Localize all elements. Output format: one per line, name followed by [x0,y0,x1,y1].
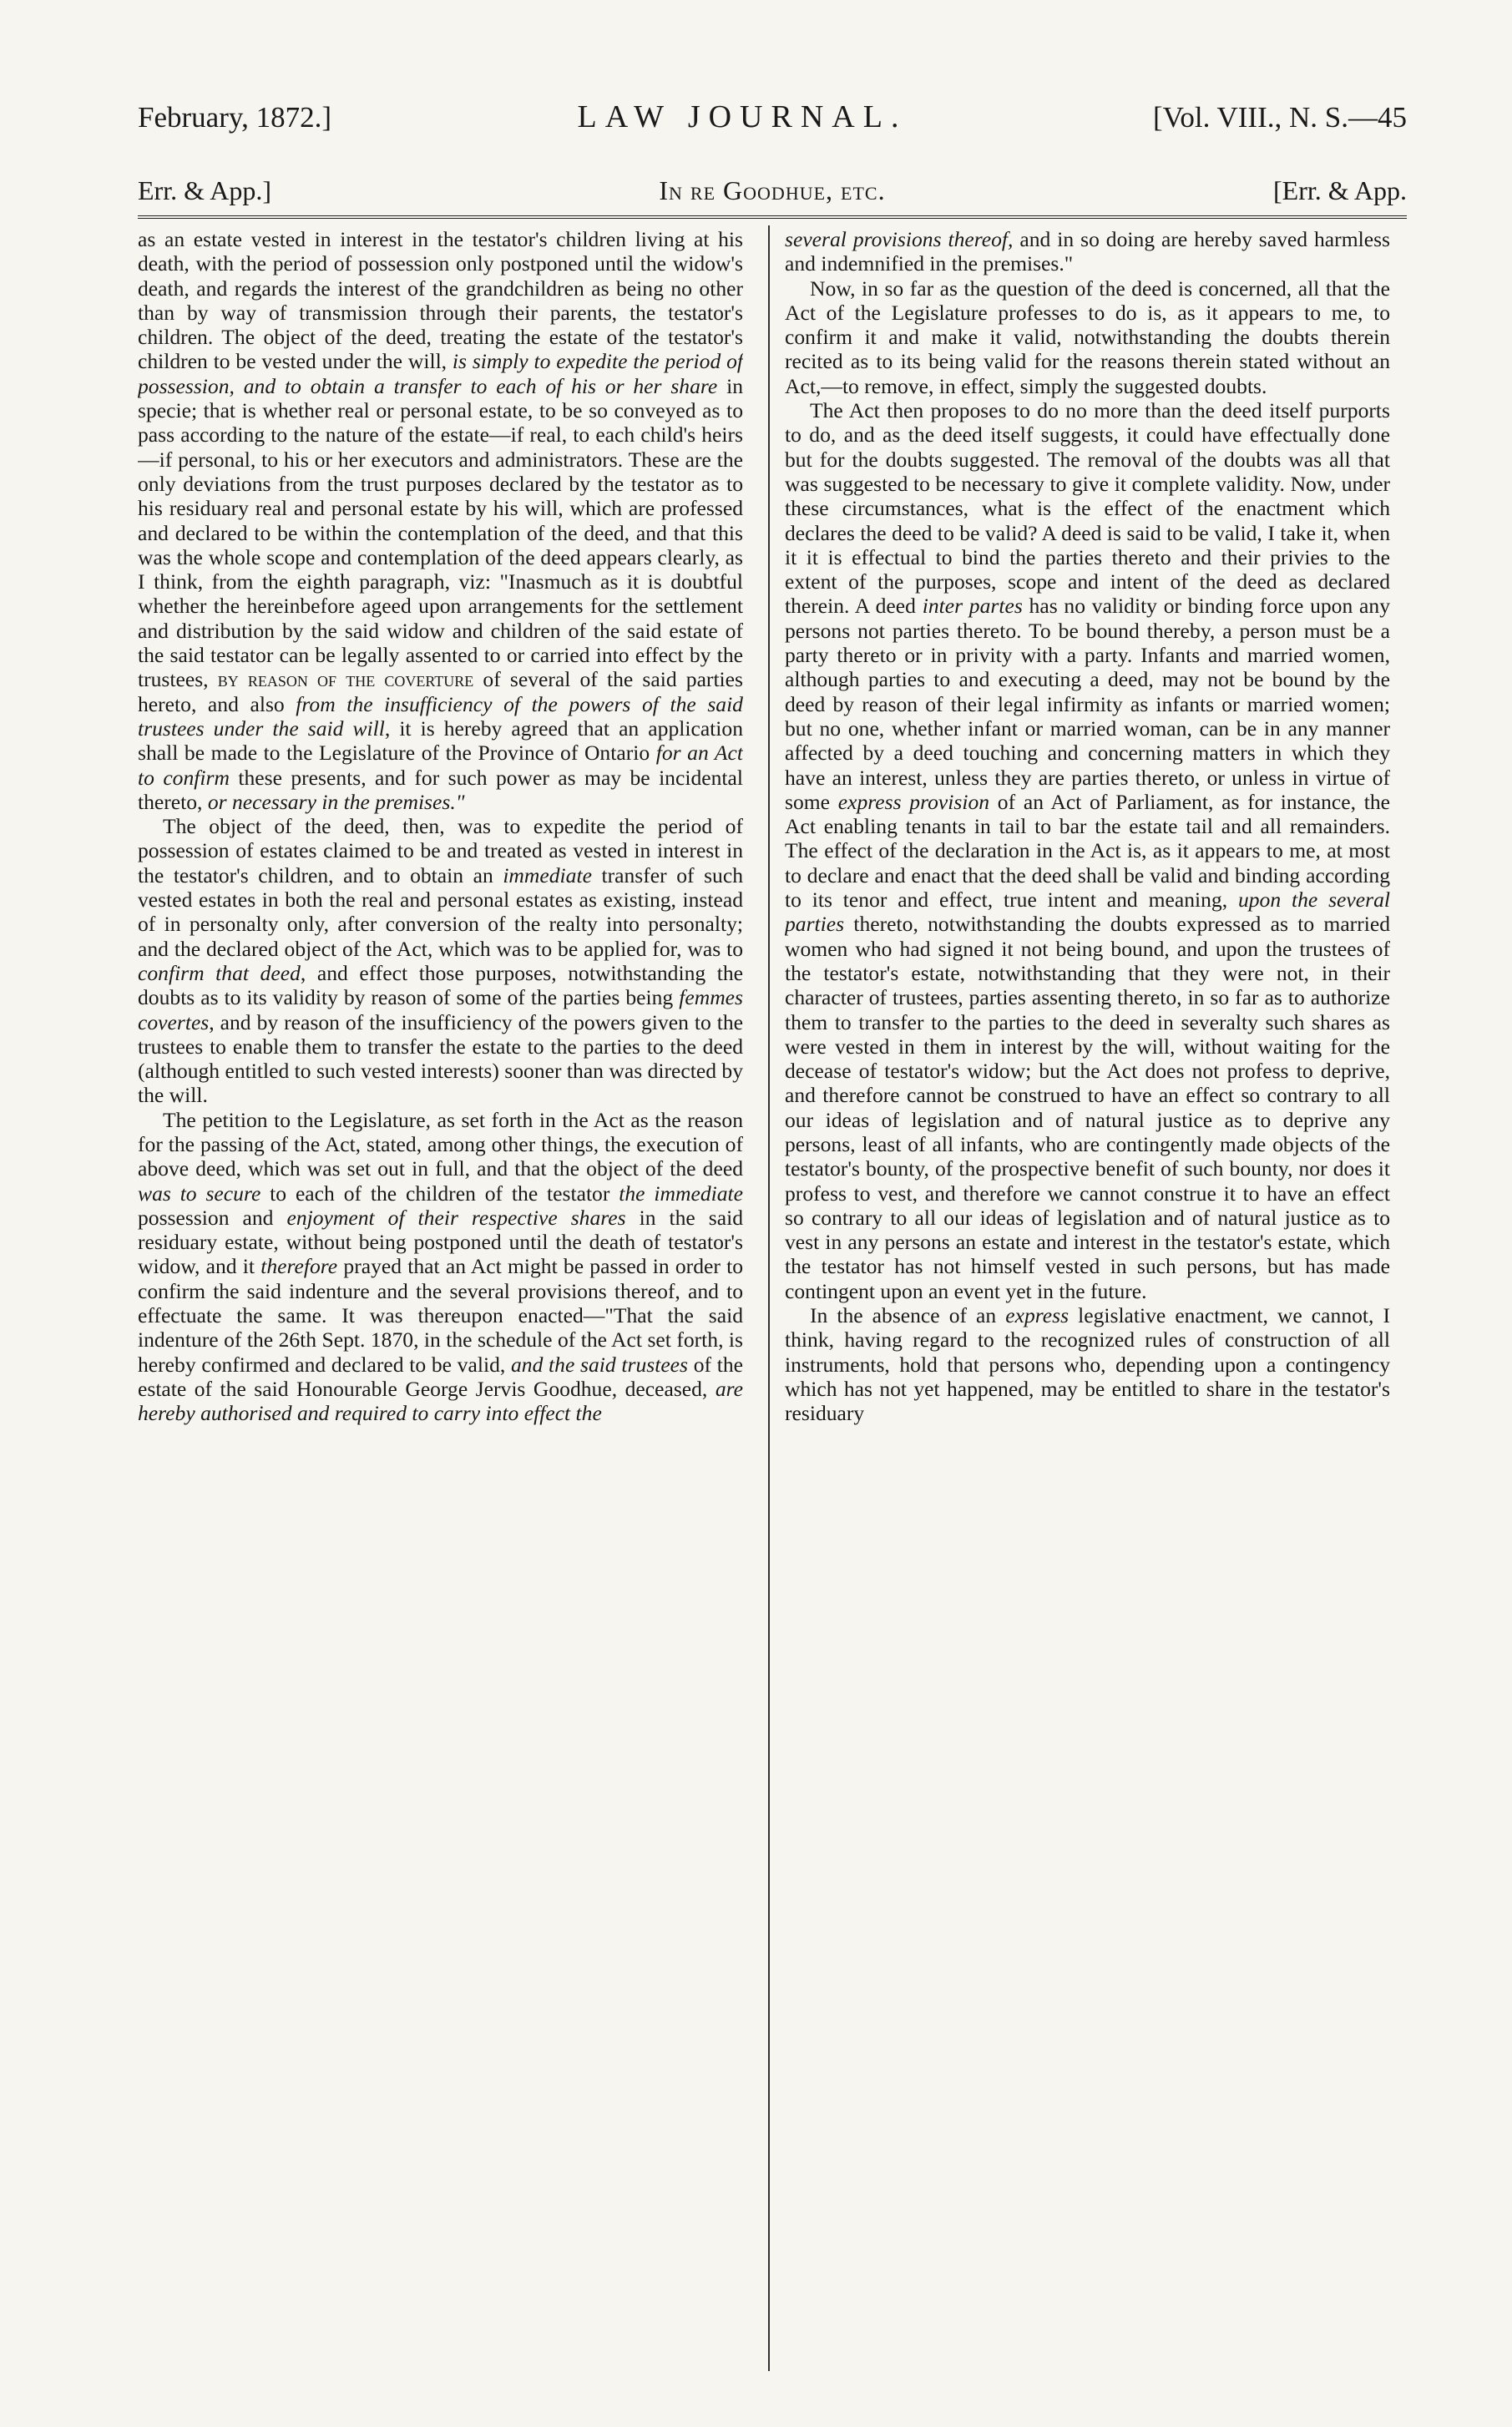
case-title: In re Goodhue, etc. [659,175,886,205]
column-divider [768,225,770,2371]
paragraph: In the absence of an express legislative enactment, we cannot, I think, having regard to the recognized rules of construction of all instruments, hold that persons who, depending upon a contingency which has not yet happened, may be entitled to share in the testator's residuary [785,1303,1390,1426]
journal-title: LAW JOURNAL. [577,99,908,134]
header-rule [138,215,1407,219]
left-column [138,227,743,2364]
volume-page-number: [Vol. VIII., N. S.—45 [1152,101,1407,134]
paragraph: several provisions thereof, and in so doing are hereby saved harmless and indemnified in the premises." [785,227,1390,276]
running-head [138,175,1407,219]
paragraph: The object of the deed, then, was to expedite the period of possession of estates claimed to be and treated as vested in interest in the testator's children, and to obtain an immediate transfer of such vested estates in both the real and personal estates as existing, instead of in personalty only, after conversion of the realty into personalty; and the declared object of the Act, which was to be applied for, was to confirm that deed, and effect those purposes, notwithstanding the doubts as to its validity by reason of some of the parties being femmes covertes, and by reason of the insufficiency of the powers given to the trustees to enable them to transfer the estate to the parties to the deed (although entitled to such vested interests) sooner than was directed by the will. [138,814,743,1108]
masthead [138,99,1407,152]
paragraph: Now, in so far as the question of the deed is concerned, all that the Act of the Legislature professes to do is, as it appears to me, to confirm it and make it valid, notwithstanding the doubts therein recited as to its being valid for the reasons therein stated without an Act,—to remove, in effect, simply the suggested doubts. [785,276,1390,398]
issue-date: February, 1872.] [138,101,331,134]
right-column [785,227,1390,2364]
paragraph: The petition to the Legislature, as set forth in the Act as the reason for the passing of the Act, stated, among other things, the execution of above deed, which was set out in full, and that the object of the deed was to secure to each of the children of the testator the immediate possession and enjoyment of their respective shares in the said residuary estate, without being postponed until the death of testator's widow, and it therefore prayed that an Act might be passed in order to confirm the said indenture and the several provisions thereof, and to effectuate the same. It was thereupon enacted—"That the said indenture of the 26th Sept. 1870, in the schedule of the Act set forth, is hereby confirmed and declared to be valid, and the said trustees of the estate of the said Honourable George Jervis Goodhue, deceased, are hereby authorised and required to carry into effect the [138,1107,743,1426]
paragraph: as an estate vested in interest in the testator's children living at his death, with the period of possession only postponed until the widow's death, and regards the interest of the grandchildren as being no other than by way of transmission through their parents, the testator's children. The object of the deed, treating the estate of the testator's children to be vested under the will, is simply to expedite the period of possession, and to obtain a transfer to each of his or her share in specie; that is whether real or personal estate, to be so conveyed as to pass according to the nature of the estate—if real, to each child's heirs—if personal, to his or her executors and administrators. These are the only deviations from the trust purposes declared by the testator as to his residuary real and personal estate by his will, which are professed and declared to be within the contemplation of the deed, and that this was the whole scope and contemplation of the deed appears clearly, as I think, from the eighth paragraph, viz: "Inasmuch as it is doubtful whether the hereinbefore ageed upon arrangements for the settlement and distribution by the said widow and children of the said estate of the said testator can be legally assented to or carried into effect by the trustees, by reason of the coverture of several of the said parties hereto, and also from the insufficiency of the powers of the said trustees under the said will, it is hereby agreed that an application shall be made to the Legislature of the Province of Ontario for an Act to confirm these presents, and for such power as may be incidental thereto, or necessary in the premises." [138,227,743,814]
court-left: Err. & App.] [138,175,271,205]
court-right: [Err. & App. [1273,175,1407,205]
paragraph: The Act then proposes to do no more than the deed itself purports to do, and as the deed itself suggests, it could have effectually done but for the doubts suggested. The removal of the doubts was all that was suggested to be necessary to give it complete validity. Now, under these circumstances, what is the effect of the enactment which declares the deed to be valid? A deed is said to be valid, I take it, when it it is effectual to bind the parties thereto and their privies to the extent of the purposes, scope and intent of the deed as declared therein. A deed inter partes has no validity or binding force upon any persons not parties thereto. To be bound thereby, a person must be a party thereto or in privity with a party. Infants and married women, although parties to and executing a deed, may not be bound by the deed by reason of their legal infirmity as infants or married women; but no one, whether infant or married woman, can be in any manner affected by a deed touching and concerning matters in which they have an interest, unless they are parties thereto, or unless in virtue of some express provision of an Act of Parliament, as for instance, the Act enabling tenants in tail to bar the estate tail and all remainders. The effect of the declaration in the Act is, as it appears to me, at most to declare and enact that the deed shall be valid and binding according to its tenor and effect, true intent and meaning, upon the several parties thereto, notwithstanding the doubts expressed as to married women who had signed it not being bound, and upon the trustees of the testator's estate, notwithstanding that they were not, in their character of trustees, parties assenting thereto, in so far as to authorize them to transfer to the parties to the deed in severalty such shares as were vested in them in interest by the will, without waiting for the decease of testator's widow; but the Act does not profess to deprive, and therefore cannot be construed to have an effect so contrary to all our ideas of legislation and of natural justice as to deprive any persons, least of all infants, who are contingently made objects of the testator's bounty, of the prospective benefit of such bounty, nor does it profess to vest, and therefore we cannot construe it to have an effect so contrary to all our ideas of legislation and of natural justice as to vest in any persons an estate and interest in the testator's estate, which the testator has not himself vested in such persons, but has made contingent upon an event yet in the future. [785,398,1390,1303]
